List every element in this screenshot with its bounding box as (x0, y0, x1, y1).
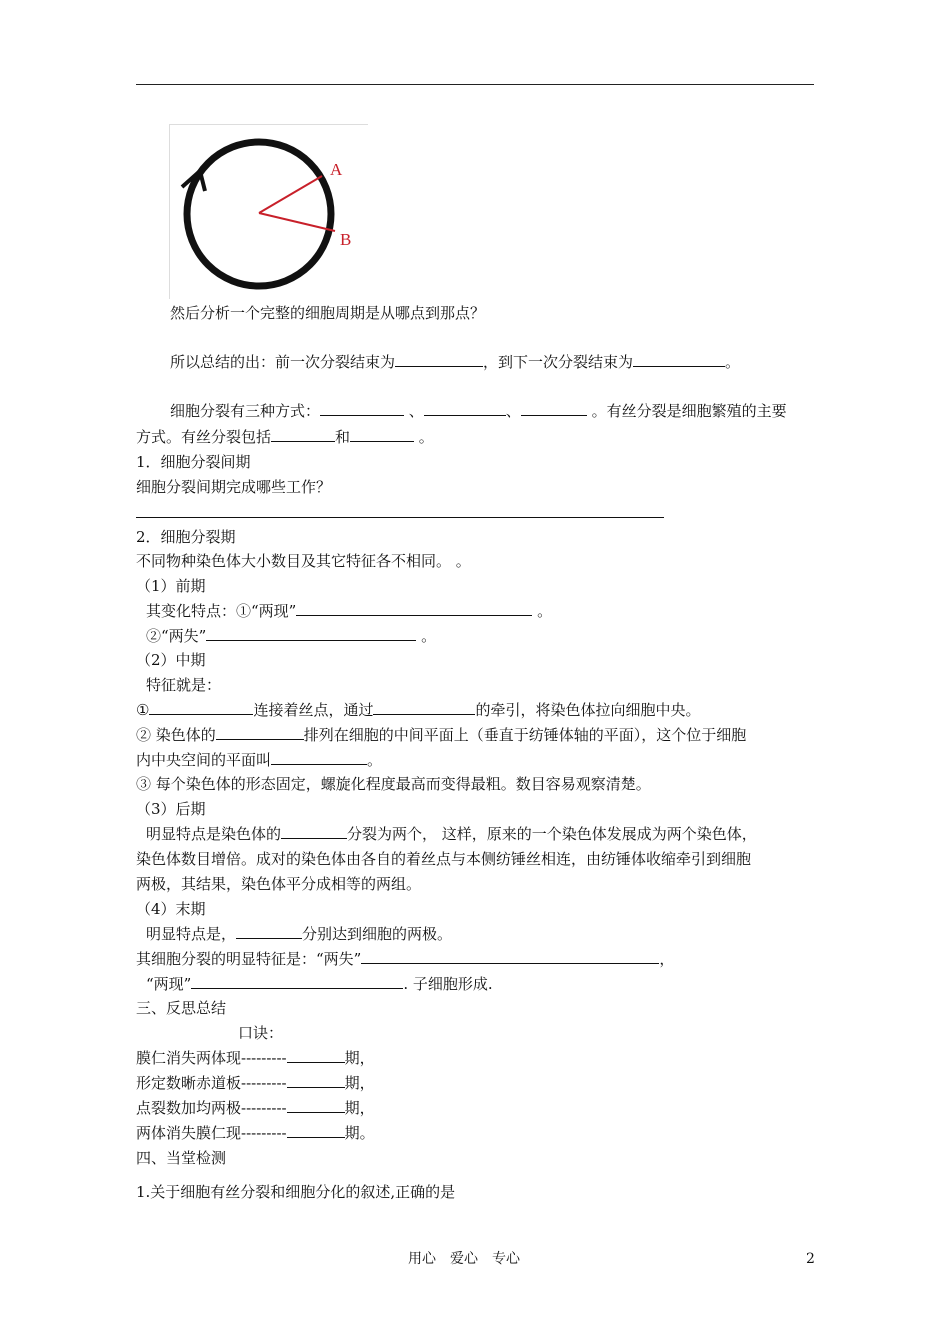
prophase-feature-2: ②“两失” 。 (146, 627, 437, 645)
question-interphase: 细胞分裂间期完成哪些工作？ (136, 478, 332, 496)
metaphase-item-1: ① 连接着丝点，通过 的牵引，将染色体拉向细胞中央。 (136, 701, 701, 719)
anaphase-line-1: 明显特点是染色体的 分裂为两个， 这样，原来的一个染色体发展成为两个染色体， (146, 825, 757, 843)
heading-test: 四、当堂检测 (136, 1149, 227, 1167)
answer-line[interactable] (136, 517, 664, 518)
metaphase-item-2: ② 染色体的 排列在细胞的中间平面上（垂直于纺锤体轴的平面），这个位于细胞 (136, 726, 747, 744)
radius-to-a (259, 176, 322, 213)
point-a-label: A (330, 160, 343, 179)
division-feature-line-2: “两现” . 子细胞形成. (146, 975, 493, 993)
metaphase-item-2-cont: 内中央空间的平面叫 。 (136, 751, 383, 769)
answer-blank[interactable] (424, 401, 506, 416)
metaphase-item-3: ③ 每个染色体的形态固定，螺旋化程度最高而变得最粗。数目容易观察清楚。 (136, 775, 651, 793)
telophase-line: 明显特点是， 分别达到细胞的两极。 (146, 925, 453, 943)
mnemonic-title: 口诀： (238, 1024, 284, 1042)
mnemonic-line-1: 膜仁消失两体现--------- 期， (136, 1049, 375, 1067)
answer-blank[interactable] (271, 427, 335, 442)
answer-blank[interactable] (287, 1098, 345, 1113)
mitosis-note: 不同物种染色体大小数目及其它特征各不相同。 。 (136, 552, 471, 570)
heading-anaphase: （3）后期 (136, 800, 206, 818)
header-rule (136, 84, 814, 85)
analysis-question: 然后分析一个完整的细胞周期是从哪点到那点？ (170, 304, 486, 322)
prophase-feature-1: 其变化特点：①“两现” 。 (146, 602, 553, 620)
answer-blank[interactable] (281, 824, 347, 839)
answer-blank[interactable] (236, 924, 302, 939)
answer-blank[interactable] (320, 401, 404, 416)
answer-blank[interactable] (191, 974, 403, 989)
answer-blank[interactable] (296, 601, 532, 616)
answer-blank[interactable] (633, 352, 725, 367)
answer-blank[interactable] (287, 1123, 345, 1138)
answer-blank[interactable] (287, 1048, 345, 1063)
heading-interphase: 1．细胞分裂间期 (136, 453, 251, 471)
heading-telophase: （4）末期 (136, 900, 206, 918)
heading-mitosis: 2．细胞分裂期 (136, 528, 236, 546)
heading-prophase: （1）前期 (136, 577, 206, 595)
division-methods-line-2: 方式。有丝分裂包括 和 。 (136, 428, 434, 446)
footer-motto: 用心 爱心 专心 (408, 1251, 520, 1267)
answer-blank[interactable] (350, 427, 414, 442)
answer-blank[interactable] (206, 626, 416, 641)
answer-blank[interactable] (373, 700, 475, 715)
division-methods-line: 细胞分裂有三种方式： 、 、 。有丝分裂是细胞繁殖的主要 (170, 402, 787, 420)
division-feature-line-1: 其细胞分裂的明显特征是：“两失” ， (136, 950, 675, 968)
test-question-1: 1.关于细胞有丝分裂和细胞分化的叙述,正确的是 (136, 1183, 456, 1201)
mnemonic-line-3: 点裂数加均两极--------- 期， (136, 1099, 375, 1117)
mnemonic-line-4: 两体消失膜仁现--------- 期。 (136, 1124, 375, 1142)
page-number: 2 (806, 1251, 815, 1267)
answer-blank[interactable] (521, 401, 587, 416)
cell-cycle-diagram (170, 125, 368, 299)
heading-reflection: 三、反思总结 (136, 999, 227, 1017)
answer-blank[interactable] (216, 725, 304, 740)
answer-blank[interactable] (287, 1073, 345, 1088)
radius-to-b (259, 213, 335, 231)
point-b-label: B (340, 230, 352, 249)
anaphase-line-3: 两极，其结果，染色体平分成相等的两组。 (136, 875, 422, 893)
metaphase-intro: 特征就是： (146, 676, 222, 694)
answer-blank[interactable] (271, 750, 367, 765)
mnemonic-line-2: 形定数晰赤道板--------- 期， (136, 1074, 375, 1092)
anaphase-line-2: 染色体数目增倍。成对的染色体由各自的着丝点与本侧纺锤丝相连，由纺锤体收缩牵引到细胞 (136, 850, 752, 868)
cell-cycle-figure (169, 124, 368, 299)
answer-blank[interactable] (361, 949, 659, 964)
answer-blank[interactable] (395, 352, 483, 367)
summary-line: 所以总结的出：前一次分裂结束为 ，到下一次分裂结束为 。 (170, 353, 741, 371)
heading-metaphase: （2）中期 (136, 651, 206, 669)
answer-blank[interactable] (149, 700, 253, 715)
